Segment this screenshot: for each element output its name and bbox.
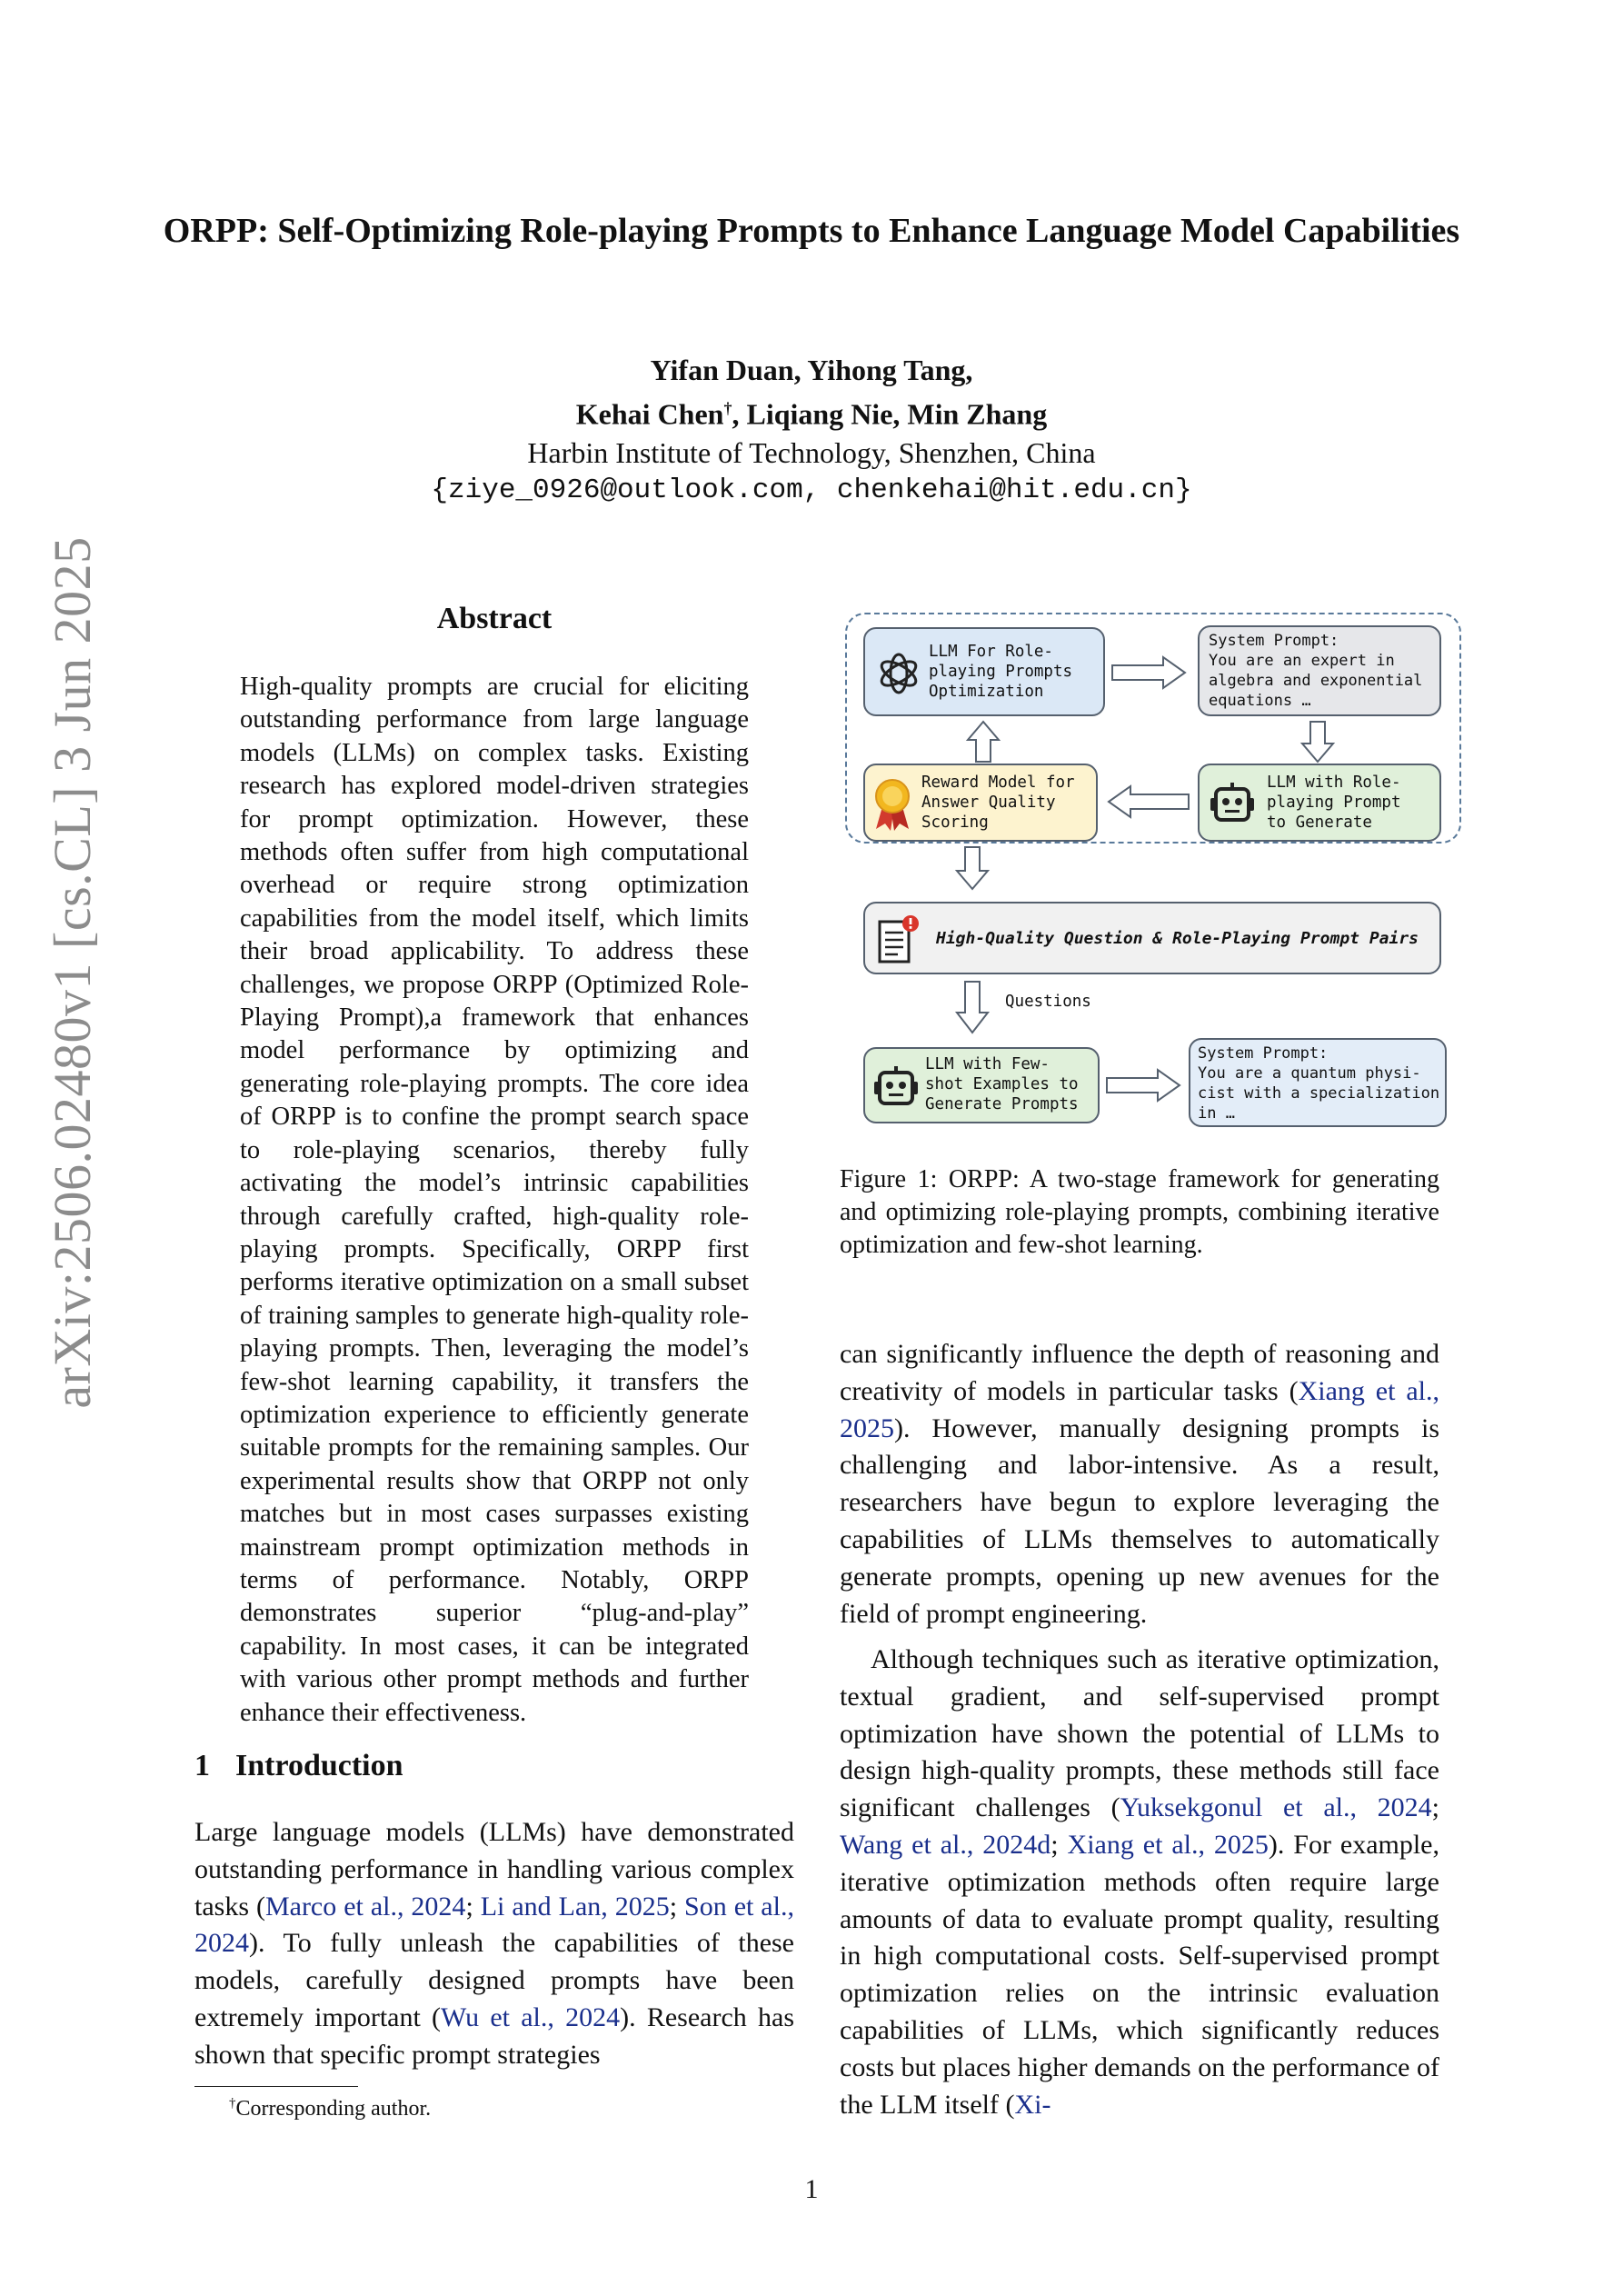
right-paragraph-1	[840, 1336, 1439, 1632]
label-line: playing Prompts	[929, 663, 1073, 681]
fewshot-llm-label	[925, 1054, 1079, 1114]
arrow-down-icon	[1299, 720, 1336, 764]
arrow-up-icon	[965, 720, 1001, 764]
footnote-dagger: †	[229, 2096, 236, 2111]
system-prompt-box-2	[1189, 1038, 1447, 1127]
arxiv-side-label: arXiv:2506.02480v1 [cs.CL] 3 Jun 2025	[43, 536, 102, 1409]
reward-model-label	[921, 773, 1075, 833]
affiliation: Harbin Institute of Technology, Shenzhen, China	[527, 435, 1096, 469]
author-block	[136, 351, 1487, 510]
reward-model-box	[863, 764, 1098, 842]
section-title: Introduction	[235, 1749, 403, 1782]
separator: ;	[1050, 1829, 1068, 1860]
citation-link[interactable]: Li and Lan, 2025	[480, 1891, 670, 1922]
dagger-mark: †	[723, 399, 732, 417]
author-line-1: Yifan Duan, Yihong Tang,	[650, 354, 973, 386]
intro-text: Large language models (LLMs) have demonstrated outstanding performance in handling various complex tasks (	[194, 1817, 794, 1922]
llm-optimizer-label	[929, 642, 1072, 702]
arrow-left-icon	[1105, 784, 1190, 820]
system-prompt-box-1	[1198, 625, 1441, 716]
fewshot-llm-box	[863, 1047, 1100, 1123]
llm-generator-label	[1267, 773, 1401, 833]
separator: ;	[1431, 1792, 1440, 1823]
intro-paragraph	[194, 1814, 794, 2074]
label-line: LLM with Few-	[925, 1055, 1050, 1073]
label-line: equations …	[1209, 692, 1311, 710]
footnote	[229, 2096, 431, 2121]
label-line: You are an expert in	[1209, 652, 1395, 670]
label-line: algebra and exponential	[1209, 672, 1423, 690]
label-line: cist with a specialization	[1198, 1084, 1440, 1103]
label-line: System Prompt:	[1198, 1044, 1329, 1063]
body-text: Although techniques such as iterative optimization, textual gradient, and self-supervised prompt optimization have shown the potential of LLMs to design high-quality prompts, these methods still face significant challenges (	[840, 1644, 1439, 1823]
label-line: playing Prompt	[1267, 794, 1401, 812]
figure-caption: Figure 1: ORPP: A two-stage framework for generating and optimizing role-playing prompts, combining iterative optimization and few-shot learning.	[840, 1165, 1439, 1259]
body-text: can significantly influence the depth of reasoning and creativity of models in particular tasks (	[840, 1339, 1439, 1406]
author-others: , Liqiang Nie, Min Zhang	[732, 397, 1048, 431]
qa-pairs-label: High-Quality Question & Role-Playing Prompt Pairs	[936, 929, 1419, 948]
arrow-down-icon	[954, 845, 991, 891]
robot-icon	[872, 1065, 920, 1109]
author-line-2	[136, 389, 1487, 434]
intro-text: ). To fully unleash the capabilities of these models, carefully designed prompts have been extremely important (	[194, 1928, 794, 2032]
intro-text: ). Research has shown that specific prompt strategies	[194, 2002, 794, 2070]
footnote-text: Corresponding author.	[235, 2097, 432, 2121]
abstract-heading: Abstract	[436, 602, 553, 635]
citation-link[interactable]: Yuksekgonul et al., 2024	[1120, 1792, 1432, 1823]
citation-link[interactable]: Son et al., 2024	[194, 1891, 794, 1959]
label-line: You are a quantum physi-	[1198, 1064, 1421, 1083]
citation-link[interactable]: Xiang et al., 2025	[1067, 1829, 1269, 1860]
label-line: Generate Prompts	[925, 1095, 1079, 1113]
separator: ;	[669, 1891, 685, 1922]
award-ribbon-icon	[872, 776, 912, 833]
citation-link[interactable]: Wu et al., 2024	[441, 2002, 621, 2032]
robot-icon	[1209, 782, 1256, 825]
arrow-down-icon	[954, 980, 991, 1034]
llm-generator-box	[1198, 764, 1441, 842]
section-heading-introduction	[194, 1749, 429, 1783]
label-line: System Prompt:	[1209, 632, 1339, 650]
label-line: Answer Quality	[921, 794, 1056, 812]
label-line: to Generate	[1267, 814, 1372, 832]
qa-pairs-box	[863, 902, 1441, 974]
label-line: LLM with Role-	[1267, 774, 1401, 792]
citation-link[interactable]: Wang et al., 2024d	[840, 1829, 1051, 1860]
arrow-right-icon	[1105, 1067, 1183, 1103]
label-line: shot Examples to	[925, 1075, 1079, 1093]
footnote-rule	[194, 2086, 358, 2087]
citation-link[interactable]: Xi-	[1014, 2089, 1051, 2120]
citation-link[interactable]: Xiang et al., 2025	[840, 1375, 1439, 1443]
label-line: Reward Model for	[921, 774, 1075, 792]
label-line: LLM For Role-	[929, 643, 1053, 661]
citation-link[interactable]: Marco et al., 2024	[264, 1891, 466, 1922]
arrow-right-icon	[1110, 654, 1189, 691]
page-number: 1	[804, 2174, 819, 2204]
abstract-text: High-quality prompts are crucial for eliciting outstanding performance from large language models (LLMs) on complex tasks. Existing research has explored model-driven strategies for prompt optimization. However, these methods often suffer from high computational overhead or require strong optimization capabilities from the model itself, which limits their broad applicability. To address these challenges, we propose ORPP (Optimized Role-Playing Prompt),a framework that enhances model performance by optimizing and generating role-playing prompts. The core idea of ORPP is to confine the prompt search space to role-playing scenarios, thereby fully activating the model’s intrinsic capabilities through carefully crafted, high-quality role-playing prompts. Specifically, ORPP first performs iterative optimization on a small subset of training samples to generate high-quality role-playing prompts. Then, leveraging the model’s few-shot learning capability, it transfers the optimization experience to efficiently generate suitable prompts for the remaining samples. Our experimental results show that ORPP not only matches but in most cases surpasses existing mainstream prompt optimization methods in terms of performance. Notably, ORPP demonstrates superior “plug-and-play” capability. In most cases, it can be integrated with various other prompt methods and further enhance their effectiveness.	[240, 673, 749, 1727]
system-prompt-text-1	[1209, 631, 1422, 711]
body-text: ). For example, iterative optimization methods often require large amounts of data to evaluate prompt quality, resulting in high computational costs. Self-supervised prompt optimization relies on the intrinsic evaluation capabilities of LLMs, which significantly reduces costs but places higher demands on the performance of the LLM itself (	[840, 1829, 1439, 2120]
label-line: in …	[1198, 1104, 1235, 1123]
system-prompt-text-2	[1198, 1043, 1439, 1123]
llm-optimizer-box	[863, 627, 1105, 716]
figure-1	[834, 607, 1461, 1134]
document-alert-icon	[876, 913, 921, 967]
section-number: 1	[194, 1749, 210, 1782]
questions-label: Questions	[1005, 993, 1091, 1011]
openai-logo-icon	[874, 649, 923, 698]
author-kehai: Kehai Chen	[575, 397, 724, 431]
body-text: ). However, manually designing prompts is challenging and labor-intensive. As a result, researchers have begun to explore leveraging the capabilities of LLMs themselves to automatically generate prompts, opening up new avenues for the field of prompt engineering.	[840, 1413, 1439, 1629]
label-line: Optimization	[929, 683, 1044, 701]
paper-title: ORPP: Self-Optimizing Role-playing Prompts to Enhance Language Model Capabilities	[163, 212, 1460, 250]
email-line: {ziye_0926@outlook.com, chenkehai@hit.edu.cn}	[431, 474, 1192, 506]
separator: ;	[465, 1891, 481, 1922]
right-paragraph-2	[840, 1642, 1439, 2123]
label-line: Scoring	[921, 814, 989, 832]
